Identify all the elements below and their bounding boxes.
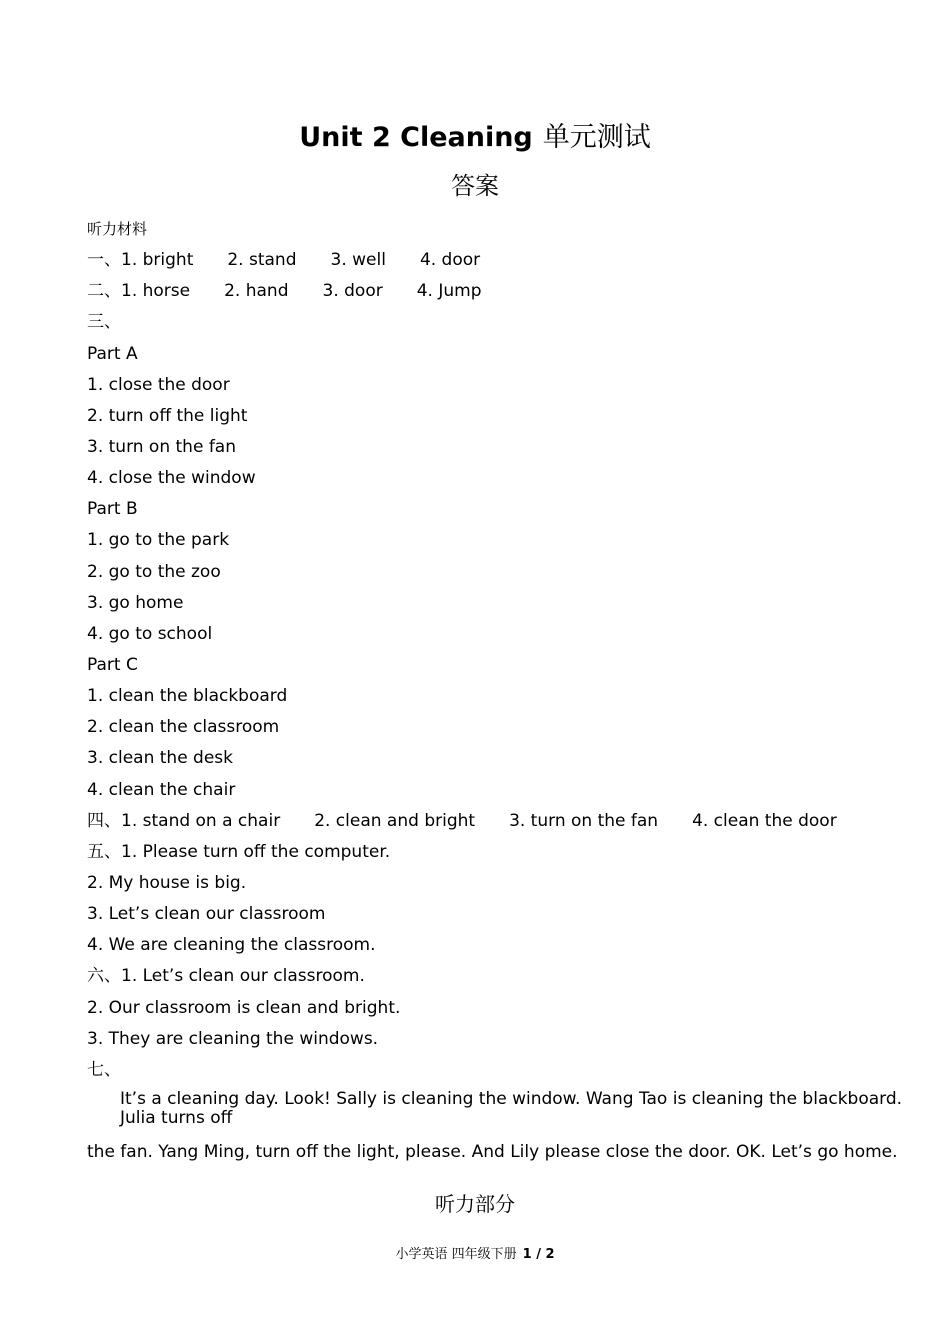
section-6-prefix: 六、: [87, 966, 121, 987]
answer-item: 1. Let’s clean our classroom.: [121, 966, 365, 987]
list-item: 2. clean the classroom: [87, 717, 280, 738]
section-2-prefix: 二、: [87, 281, 121, 302]
document-title: [0, 118, 950, 158]
answer-item: 4. Jump: [416, 281, 482, 302]
answer-item: 2. clean and bright: [314, 810, 476, 831]
section-1-prefix: 一、: [87, 250, 121, 271]
answer-item: 4. clean the door: [692, 810, 837, 831]
list-item: 3. clean the desk: [87, 748, 234, 769]
list-item: 3. Let’s clean our classroom: [87, 904, 326, 925]
section-5-prefix: 五、: [87, 841, 121, 862]
title-english: Unit 2 Cleaning: [299, 122, 533, 153]
section-2: [87, 279, 937, 310]
footer-text: 小学英语 四年级下册: [395, 1247, 517, 1262]
title-chinese: 单元测试: [542, 122, 651, 153]
answer-item: 3. well: [330, 250, 386, 271]
section-7-prefix: 七、: [87, 1059, 121, 1080]
list-item: 4. go to school: [87, 623, 213, 644]
section-3-prefix: 三、: [87, 312, 121, 333]
list-item: 4. clean the chair: [87, 779, 236, 800]
document-subtitle: 答案: [451, 172, 499, 200]
heading-listening-materials: 听力材料: [87, 220, 148, 238]
answer-item: 3. door: [322, 281, 383, 302]
part-b-label: Part B: [87, 499, 138, 520]
answer-item: 2. stand: [227, 250, 297, 271]
answer-item: 4. door: [419, 250, 481, 271]
answer-item: 2. hand: [224, 281, 289, 302]
part-a-label: Part A: [87, 343, 138, 364]
answer-item: 1. Please turn off the computer.: [121, 841, 391, 862]
answer-item: 1. horse: [121, 281, 191, 302]
list-item: 4. We are cleaning the classroom.: [87, 935, 376, 956]
list-item: 2. My house is big.: [87, 872, 247, 893]
section-1: [87, 248, 937, 279]
answer-item: 1. bright: [121, 250, 194, 271]
list-item: 1. go to the park: [87, 530, 230, 551]
section-7-paragraph-line-1: It’s a cleaning day. Look! Sally is cleaning the window. Wang Tao is cleaning the blackboard. Julia turns off: [120, 1089, 903, 1128]
section-4: [87, 809, 937, 840]
section-5-first: [87, 840, 937, 871]
page-number: 1 / 2: [522, 1247, 555, 1262]
answer-content: [87, 217, 937, 1089]
section-title-listening: 听力部分: [435, 1192, 515, 1216]
list-item: 2. Our classroom is clean and bright.: [87, 997, 401, 1018]
answer-item: 1. stand on a chair: [121, 810, 281, 831]
part-c-label: Part C: [87, 654, 138, 675]
list-item: 2. go to the zoo: [87, 561, 221, 582]
section-6-first: [87, 964, 937, 995]
list-item: 3. They are cleaning the windows.: [87, 1028, 379, 1049]
list-item: 3. go home: [87, 592, 184, 613]
answer-item: 3. turn on the fan: [509, 810, 659, 831]
section-7-paragraph-line-2: the fan. Yang Ming, turn off the light, please. And Lily please close the door. OK. Let’s go home.: [87, 1142, 898, 1162]
list-item: 2. turn off the light: [87, 405, 248, 426]
list-item: 3. turn on the fan: [87, 436, 236, 457]
list-item: 1. close the door: [87, 374, 230, 395]
section-4-prefix: 四、: [87, 810, 121, 831]
list-item: 4. close the window: [87, 468, 256, 489]
page-footer: [0, 1245, 950, 1265]
list-item: 1. clean the blackboard: [87, 686, 288, 707]
